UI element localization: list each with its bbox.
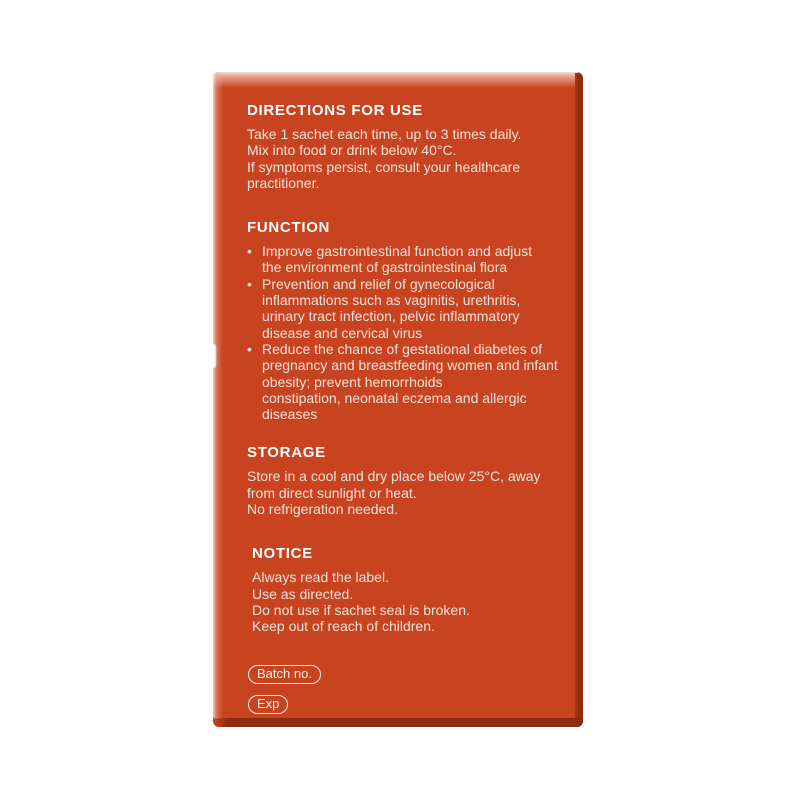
box-right-edge-shade <box>575 73 583 727</box>
bullet-dot-icon: • <box>247 340 252 357</box>
box-left-edge-highlight <box>211 72 223 719</box>
bullet-line: urinary tract infection, pelvic inflammatory <box>262 308 520 325</box>
section-function <box>247 219 559 422</box>
storage-line: Store in a cool and dry place below 25°C, away <box>247 468 541 485</box>
directions-line: Take 1 sachet each time, up to 3 times daily. <box>247 126 522 142</box>
notice-line: Do not use if sachet seal is broken. <box>252 601 470 618</box>
bullet-line: Improve gastrointestinal function and adjust <box>262 243 533 260</box>
section-storage <box>247 444 559 517</box>
function-heading: FUNCTION <box>247 219 331 237</box>
directions-heading: DIRECTIONS FOR USE <box>247 102 423 119</box>
bullet-dot-icon: • <box>247 275 252 292</box>
batch-row <box>247 665 559 684</box>
product-box-back-panel <box>213 72 583 727</box>
box-left-reflection <box>211 344 216 368</box>
function-bullet-2 <box>247 276 559 341</box>
bullet-line: the environment of gastrointestinal flora <box>262 259 508 276</box>
directions-line: Mix into food or drink below 40°C. <box>247 142 457 159</box>
section-notice <box>252 545 559 634</box>
notice-heading: NOTICE <box>252 545 313 563</box>
bullet-line: Prevention and relief of gynecological <box>262 275 495 292</box>
box-top-gloss-highlight <box>213 70 579 88</box>
directions-line: practitioner. <box>247 174 320 191</box>
bullet-line: diseases <box>262 406 318 423</box>
notice-line: Always read the label. <box>252 569 389 586</box>
bullet-line: Reduce the chance of gestational diabetes of <box>262 340 543 357</box>
label-content <box>247 102 559 714</box>
exp-pill: Exp <box>248 695 288 714</box>
function-bullet-1 <box>247 243 559 276</box>
bullet-line: inflammations such as vaginitis, urethritis, <box>262 292 521 309</box>
storage-line: from direct sunlight or heat. <box>247 484 417 501</box>
storage-heading: STORAGE <box>247 444 326 462</box>
notice-line: Keep out of reach of children. <box>252 618 435 635</box>
batch-exp-area <box>247 665 559 714</box>
bullet-line: obesity; prevent hemorrhoids <box>262 373 443 390</box>
storage-line: No refrigeration needed. <box>247 501 398 518</box>
bullet-dot-icon: • <box>247 243 252 260</box>
bullet-line: constipation, neonatal eczema and allergic <box>262 389 527 406</box>
function-bullet-3 <box>247 341 559 422</box>
box-bottom-edge-shade <box>213 718 583 727</box>
batch-no-pill: Batch no. <box>248 665 321 684</box>
section-directions <box>247 102 559 191</box>
exp-row <box>247 695 559 714</box>
directions-line: If symptoms persist, consult your healthcare <box>247 158 521 175</box>
notice-line: Use as directed. <box>252 585 354 602</box>
bullet-line: disease and cervical virus <box>262 324 423 341</box>
bullet-line: pregnancy and breastfeeding women and infant <box>262 357 558 374</box>
